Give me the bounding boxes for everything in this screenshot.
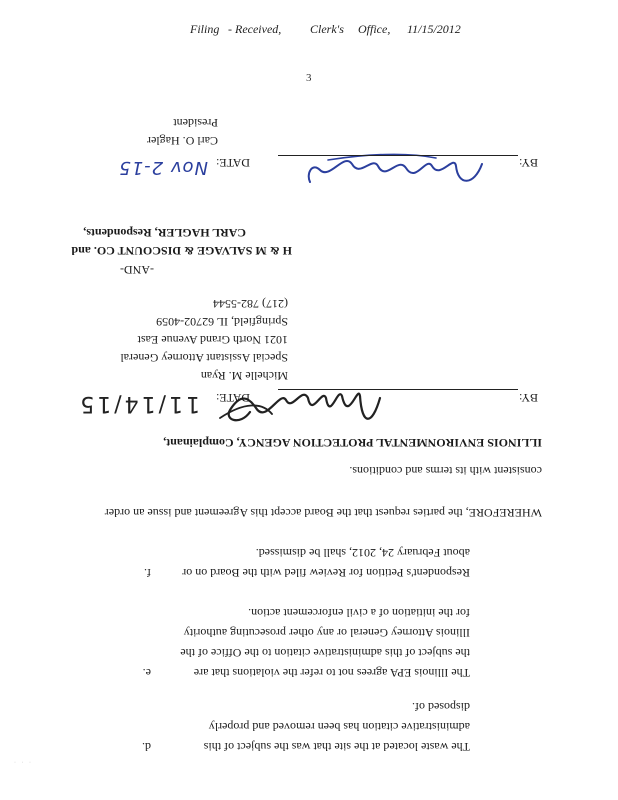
item-d-line-2: administrative citation has been removed and properly bbox=[208, 720, 470, 734]
complainant-title: Special Assistant Attorney General bbox=[120, 351, 288, 365]
item-d-line-1: The waste located at the site that was the subject of this bbox=[203, 740, 470, 754]
header-office: Office, bbox=[358, 22, 391, 36]
complainant-phone: (217) 782-5544 bbox=[213, 297, 288, 311]
item-f-line-2: about February 24, 2012, shall be dismissed. bbox=[255, 546, 470, 560]
complainant-heading: ILLINOIS ENVIRONMENTAL PROTECTION AGENCY, Complainant, bbox=[163, 436, 542, 450]
header-filing: Filing bbox=[190, 22, 220, 36]
item-e-line-3: Illinois Attorney General or any other prosecuting authority bbox=[183, 626, 470, 640]
item-d-marker: d. bbox=[142, 740, 151, 754]
and-separator: -AND- bbox=[120, 263, 154, 277]
complainant-name: Michelle M. Ryan bbox=[200, 369, 288, 383]
respondent-heading-2: CARL HAGLER, Respondents, bbox=[83, 226, 246, 240]
item-e-line-4: for the initiation of a civil enforcement action. bbox=[248, 606, 470, 620]
item-f-line-1: Respondent's Petition for Review filed with the Board on or bbox=[182, 566, 470, 580]
respondent-signature-line bbox=[278, 155, 518, 156]
document-body-rotated bbox=[0, 100, 618, 800]
header-received: - Received, bbox=[228, 22, 282, 36]
respondent-date-value: Nov 2-15 bbox=[118, 157, 208, 178]
complainant-address-1: 1021 North Grand Avenue East bbox=[137, 333, 288, 347]
respondent-name: Carl O. Hagler bbox=[147, 134, 218, 148]
complainant-signature-line bbox=[278, 389, 518, 390]
complainant-date-value: 11/14/15 bbox=[77, 391, 200, 416]
item-e-marker: e. bbox=[142, 666, 151, 680]
complainant-address-2: Springfield, IL 62702-4059 bbox=[156, 315, 288, 329]
item-d-line-3: disposed of. bbox=[412, 700, 470, 714]
respondent-heading-1: H & M SALVAGE & DISCOUNT CO. and bbox=[71, 244, 292, 258]
filing-stamp-header bbox=[0, 22, 618, 38]
item-f-marker: f. bbox=[144, 566, 151, 580]
header-clerks: Clerk's bbox=[310, 22, 344, 36]
header-date: 11/15/2012 bbox=[407, 22, 461, 36]
page-number: 3 bbox=[306, 72, 312, 84]
wherefore-line-1: WHEREFORE, the parties request that the Board accept this Agreement and issue an order bbox=[104, 506, 542, 520]
scan-speckle: · · · bbox=[14, 760, 33, 766]
item-e-line-2: the subject of this administrative citation to the Office of the bbox=[180, 646, 470, 660]
respondent-date-label: DATE: bbox=[216, 156, 250, 170]
respondent-title: President bbox=[173, 116, 218, 130]
complainant-by-label: BY: bbox=[519, 391, 538, 405]
wherefore-line-2: consistent with its terms and conditions. bbox=[349, 464, 542, 478]
respondent-by-label: BY: bbox=[519, 156, 538, 170]
complainant-date-label: DATE: bbox=[216, 391, 250, 405]
item-e-line-1: The Illinois EPA agrees not to refer the violations that are bbox=[193, 666, 470, 680]
